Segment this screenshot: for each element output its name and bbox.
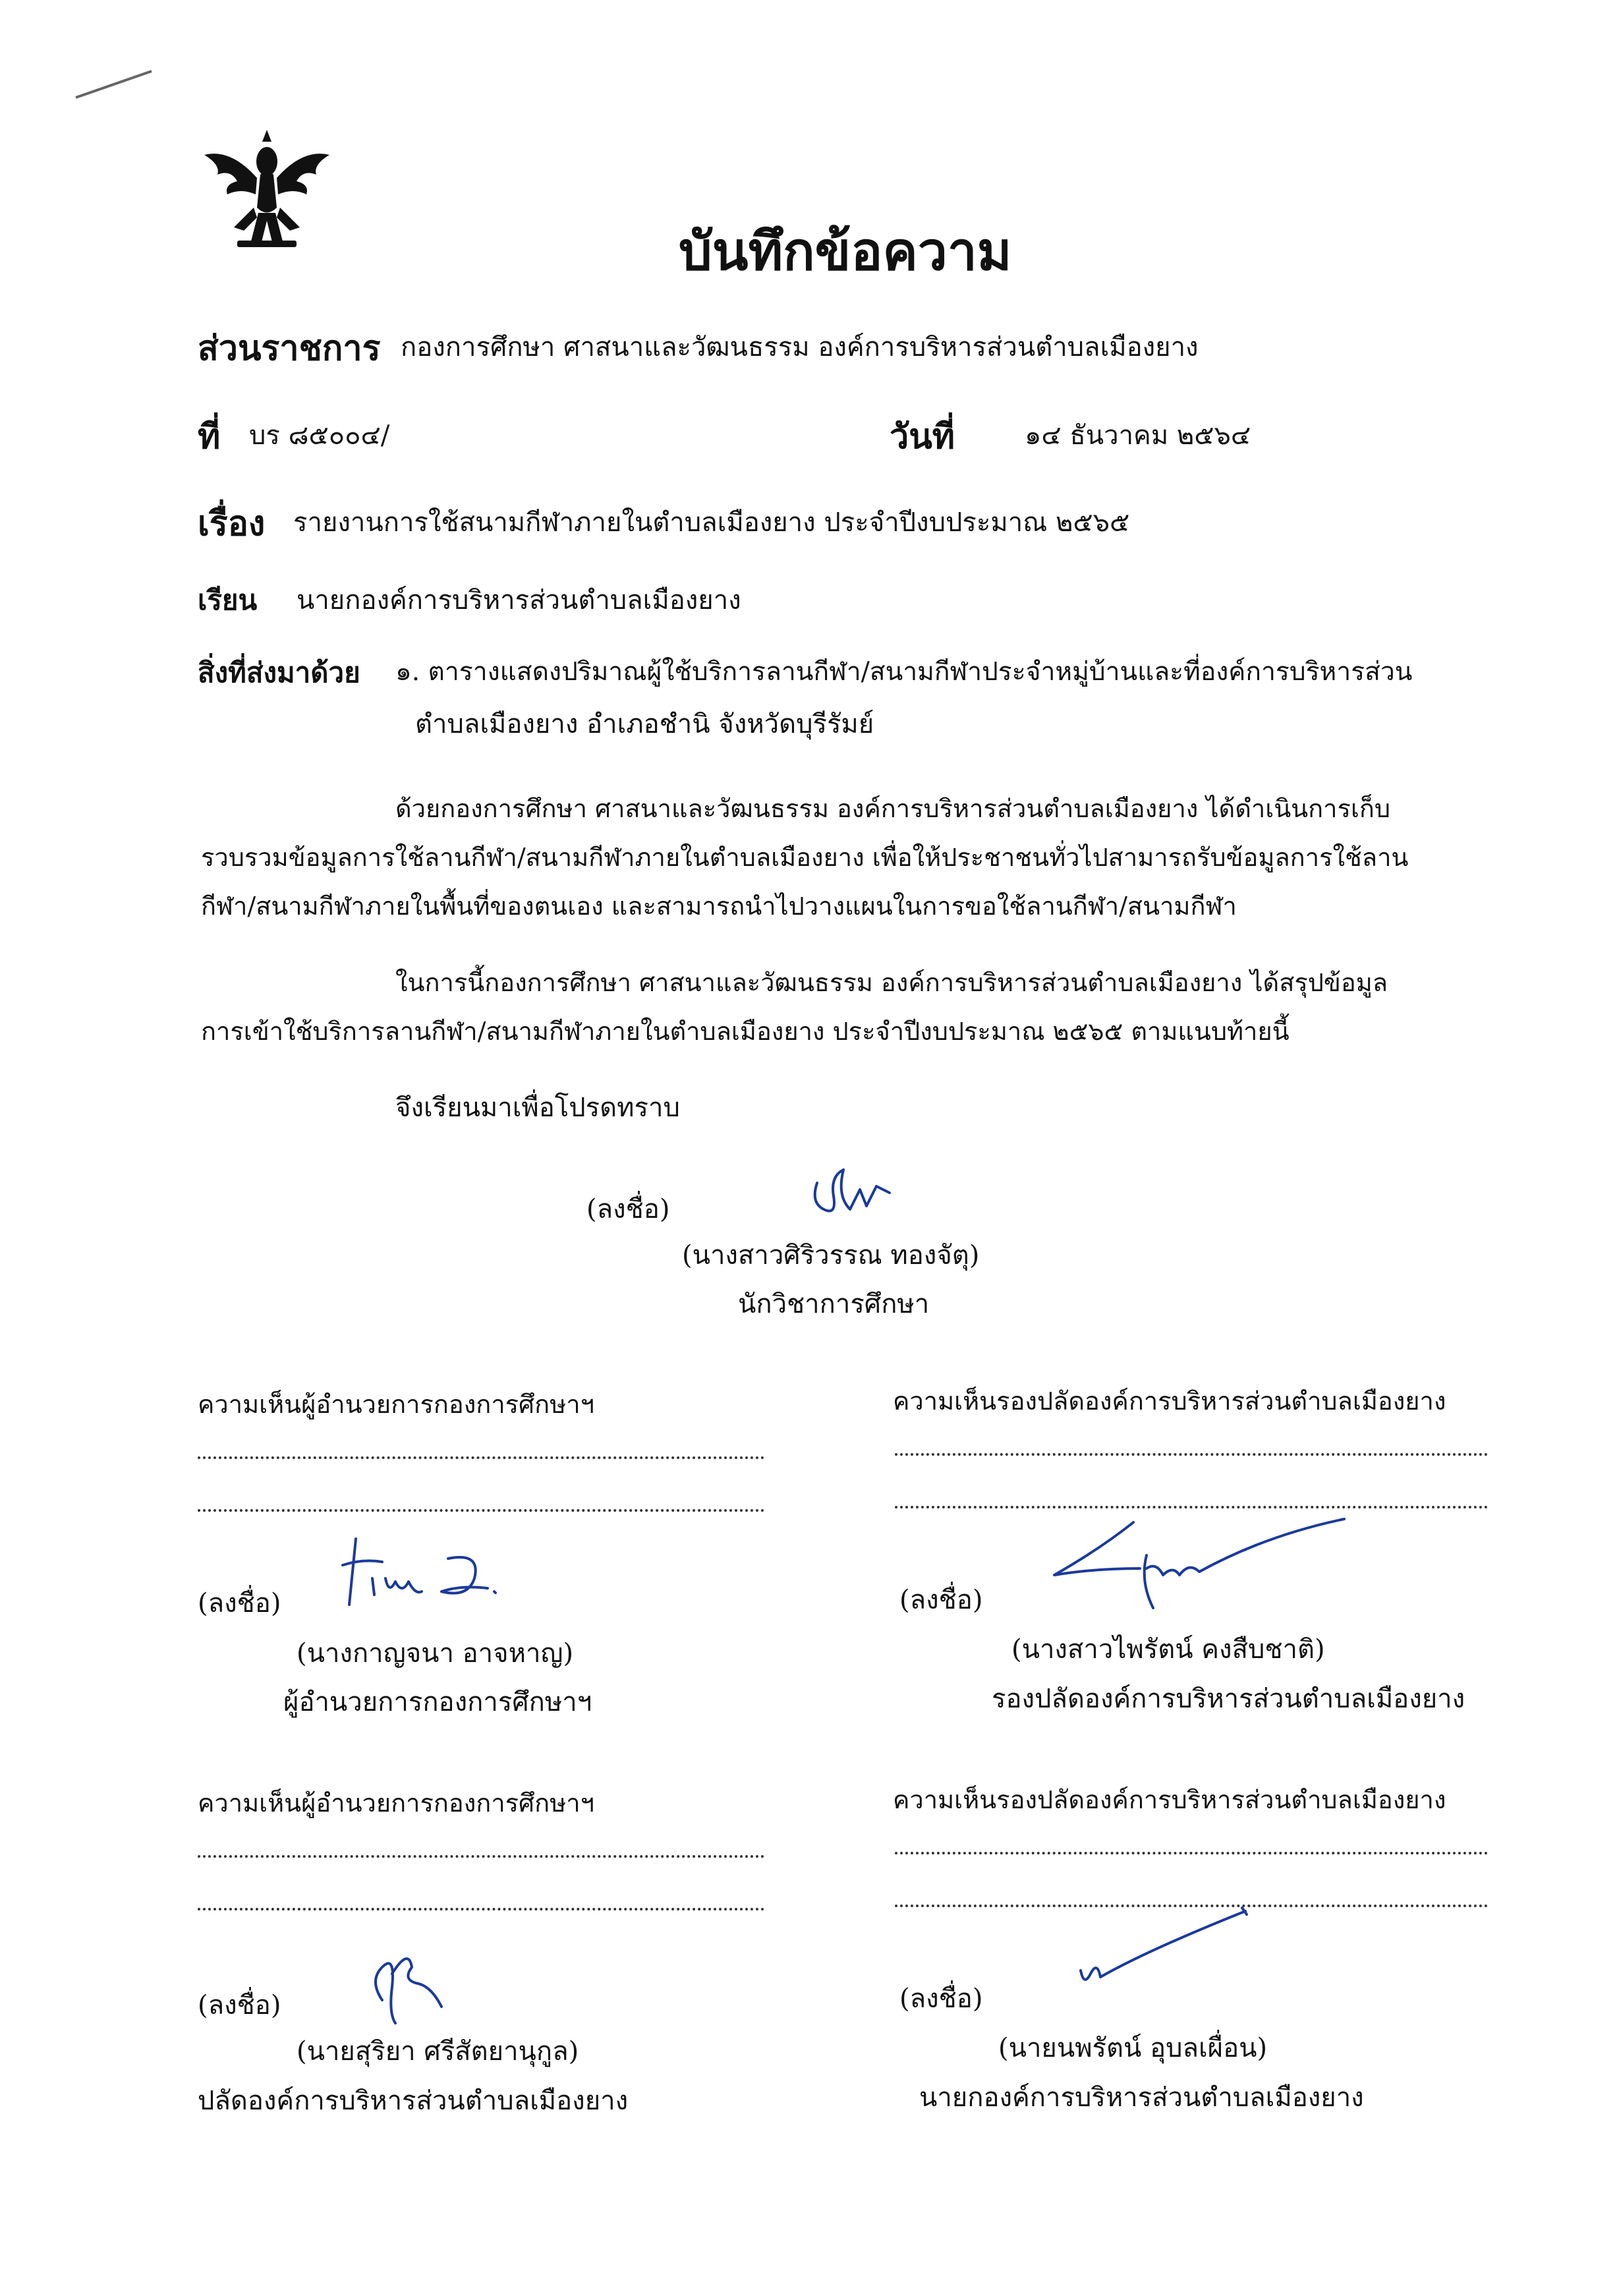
opinion-2-name: (นางสาวไพรัตน์ คงสืบชาติ) (1011, 1634, 1325, 1665)
opinion-3-sign-label: (ลงชื่อ) (198, 1990, 281, 2021)
signature-mark (336, 1519, 507, 1618)
document-title: บันทึกข้อความ (679, 220, 1012, 282)
enclosure-label: สิ่งที่ส่งมาด้วย (198, 656, 360, 689)
date-value: ๑๔ ธันวาคม ๒๕๖๔ (1025, 420, 1251, 451)
enclosure-line-2: ตำบลเมืองยาง อำเภอชำนิ จังหวัดบุรีรัมย์ (415, 709, 874, 739)
opinion-3-heading: ความเห็นผู้อำนวยการกองการศึกษาฯ (198, 1789, 594, 1818)
opinion-2-dotted-line-1 (895, 1453, 1488, 1456)
opinion-3-dotted-line-1 (198, 1855, 764, 1858)
opinion-4-sign-label: (ลงชื่อ) (899, 1984, 983, 2014)
subject-label: เรื่อง (198, 503, 266, 544)
opinion-2-position: รองปลัดองค์การบริหารส่วนตำบลเมืองยาง (992, 1684, 1465, 1714)
opinion-1-position: ผู้อำนวยการกองการศึกษาฯ (283, 1687, 592, 1717)
ref-label: ที่ (198, 416, 221, 457)
signer-name: (นางสาวศิริวรรณ ทองจัตุ) (682, 1240, 980, 1271)
ref-value: บร ๘๕๐๐๔/ (249, 420, 390, 451)
opinion-4-position: นายกองค์การบริหารส่วนตำบลเมืองยาง (919, 2082, 1364, 2113)
garuda-emblem-icon (198, 129, 336, 254)
body-paragraph-1-line-1: ด้วยกองการศึกษา ศาสนาและวัฒนธรรม องค์การบริหารส่วนตำบลเมืองยาง ได้ดำเนินการเก็บ (395, 794, 1391, 823)
signer-sign-label: (ลงชื่อ) (586, 1194, 670, 1224)
body-paragraph-1-line-3: กีฬา/สนามกีฬาภายในพื้นที่ของตนเอง และสามารถนำไปวางแผนในการขอใช้ลานกีฬา/สนามกีฬา (201, 892, 1237, 921)
opinion-2-dotted-line-2 (895, 1506, 1488, 1508)
agency-label: ส่วนราชการ (198, 328, 381, 368)
body-paragraph-2-line-1: ในการนี้กองการศึกษา ศาสนาและวัฒนธรรม องค์การบริหารส่วนตำบลเมืองยาง ได้สรุปข้อมูล (395, 968, 1388, 997)
signer-position: นักวิชาการศึกษา (738, 1289, 930, 1319)
closing-line: จึงเรียนมาเพื่อโปรดทราบ (395, 1093, 680, 1123)
opinion-4-name: (นายนพรัตน์ อุบลเผื่อน) (998, 2033, 1268, 2063)
signature-mark (1067, 1898, 1265, 2003)
opinion-3-name: (นายสุริยา ศรีสัตยานุกูล) (297, 2036, 579, 2067)
subject-value: รายงานการใช้สนามกีฬาภายในตำบลเมืองยาง ประจำปีงบประมาณ ๒๕๖๕ (293, 507, 1130, 538)
enclosure-line-1: ๑. ตารางแสดงปริมาณผู้ใช้บริการลานกีฬา/สนามกีฬาประจำหมู่บ้านและที่องค์การบริหารส่วน (395, 657, 1413, 687)
signature-mark (356, 1934, 455, 2026)
opinion-3-dotted-line-2 (198, 1908, 764, 1910)
signature-mark (797, 1157, 903, 1229)
date-label: วันที่ (890, 416, 955, 457)
body-paragraph-1-line-2: รวบรวมข้อมูลการใช้ลานกีฬา/สนามกีฬาภายในตำบลเมืองยาง เพื่อให้ประชาชนทั่วไปสามารถรับข้อมูลการใช้ลาน (201, 843, 1409, 872)
opinion-1-dotted-line-2 (198, 1509, 764, 1512)
opinion-2-heading: ความเห็นรองปลัดองค์การบริหารส่วนตำบลเมืองยาง (893, 1387, 1446, 1416)
opinion-2-sign-label: (ลงชื่อ) (899, 1585, 983, 1615)
opinion-4-dotted-line-1 (895, 1852, 1488, 1854)
agency-value: กองการศึกษา ศาสนาและวัฒนธรรม องค์การบริหารส่วนตำบลเมืองยาง (401, 332, 1199, 362)
opinion-1-heading: ความเห็นผู้อำนวยการกองการศึกษาฯ (198, 1390, 594, 1419)
opinion-1-name: (นางกาญจนา อาจหาญ) (297, 1638, 574, 1669)
opinion-4-heading: ความเห็นรองปลัดองค์การบริหารส่วนตำบลเมืองยาง (893, 1785, 1446, 1814)
to-value: นายกองค์การบริหารส่วนตำบลเมืองยาง (297, 585, 741, 616)
opinion-3-position: ปลัดองค์การบริหารส่วนตำบลเมืองยาง (198, 2086, 629, 2116)
opinion-1-dotted-line-1 (198, 1456, 764, 1459)
body-paragraph-2-line-2: การเข้าใช้บริการลานกีฬา/สนามกีฬาภายในตำบลเมืองยาง ประจำปีงบประมาณ ๒๕๖๕ ตามแนบท้ายนี้ (201, 1017, 1290, 1046)
opinion-1-sign-label: (ลงชื่อ) (198, 1588, 281, 1619)
signature-mark (1048, 1509, 1351, 1615)
to-label: เรียน (198, 584, 258, 616)
pencil-mark (72, 66, 158, 105)
